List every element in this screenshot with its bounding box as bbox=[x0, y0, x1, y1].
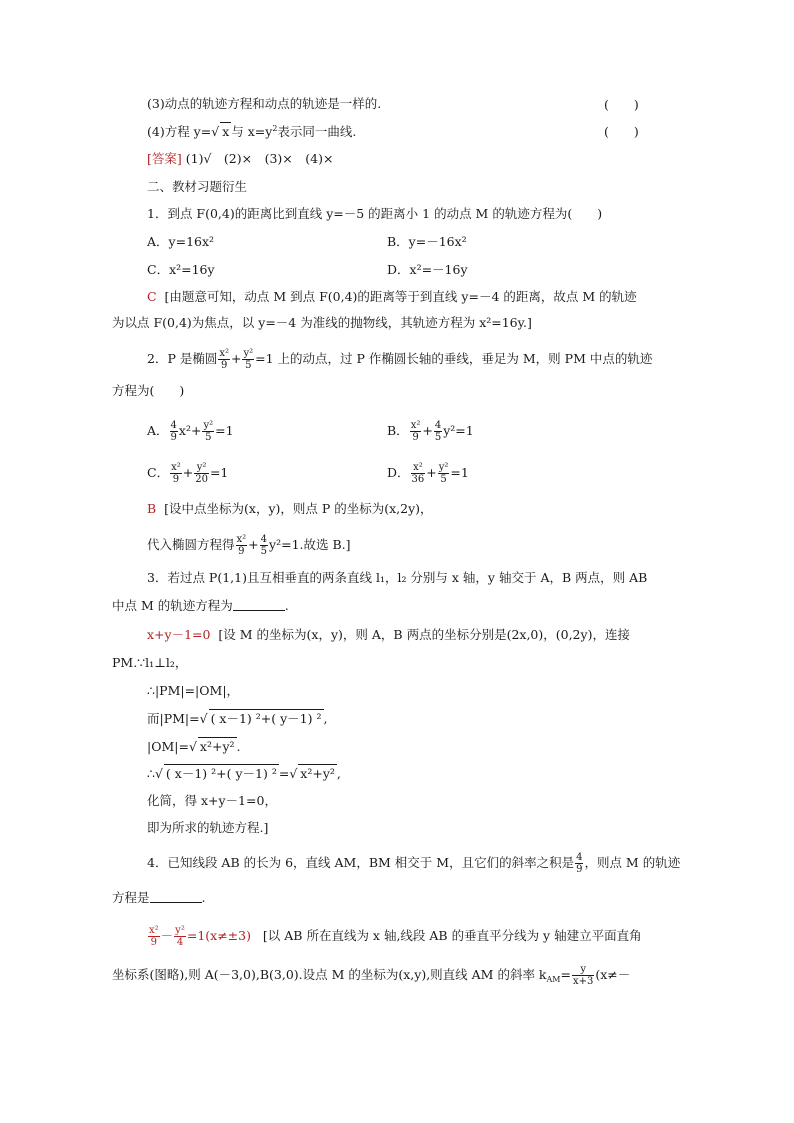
q1-option-c: C．x²=16y bbox=[147, 262, 215, 277]
q3-explanation-2: PM.∵l₁⊥l₂， bbox=[112, 655, 188, 670]
statement-3-text: (3)动点的轨迹方程和动点的轨迹是一样的. bbox=[147, 96, 382, 111]
answer-text: (1)√ (2)× (3)× (4)× bbox=[185, 151, 334, 166]
q2-option-c: C． $\frac{\text{x²}}{9}$ + $\frac{\text{y²}}{20}$ =1 bbox=[147, 462, 229, 485]
q2-answer: B bbox=[147, 501, 157, 516]
q2-a-label: A． bbox=[147, 423, 169, 438]
q3-explanation-3: ∴|PM|=|OM|， bbox=[147, 683, 240, 698]
q2-stem: 2．P 是椭圆 $\frac{\text{x²}}{9}$ + $\frac{\text{y²}}{5}$ =1 上的动点，过 P 作椭圆长轴的垂线，垂足为 M，则 PM 中点的轨迹 bbox=[147, 348, 653, 371]
q4-explanation-2: 坐标系(图略),则 A(－3,0),B(3,0).设点 M 的坐标为(x,y),则直线 AM 的斜率 $k_{AM}=$ $\frac{y}{x+3}$ (x≠－ bbox=[112, 964, 631, 987]
q3-explanation-4: 而|PM|=√ ( x－1) ²+( y－1) ² , bbox=[147, 711, 328, 726]
section-2-title: 二、教材习题衍生 bbox=[147, 179, 248, 194]
q3-exp4-pre: 而|PM|= bbox=[147, 711, 200, 726]
q1-explanation-1 bbox=[147, 288, 637, 306]
q2-option-d: D． $\frac{\text{x²}}{36}$ + $\frac{\text{y²}}{5}$ =1 bbox=[387, 462, 469, 485]
q2-explanation-1 bbox=[147, 500, 433, 518]
q1-option-a: A．y=16x² bbox=[147, 234, 215, 249]
q1-stem: 1．到点 F(0,4)的距离比到直线 y=－5 的距离小 1 的动点 M 的轨迹方程为( ) bbox=[147, 206, 603, 221]
frac-4-9: $\frac{4}{9}$ bbox=[576, 852, 583, 875]
q2-option-a: A． $\frac{4}{9}$ x²+ $\frac{\text{y²}}{5}$ =1 bbox=[147, 420, 234, 443]
q4-blank bbox=[150, 890, 202, 903]
q3-stem-2: 中点 M 的轨迹方程为 . bbox=[112, 598, 289, 613]
q2-stem-pre: 2．P 是椭圆 bbox=[147, 351, 218, 366]
q4-stem-2: 方程是 . bbox=[112, 890, 206, 905]
q2-stem-post: =1 上的动点，过 P 作椭圆长轴的垂线，垂足为 M，则 PM 中点的轨迹 bbox=[255, 351, 653, 366]
q2-exp1: [设中点坐标为(x，y)，则点 P 的坐标为(x,2y)， bbox=[164, 501, 433, 516]
q4-stem-pre: 4．已知线段 AB 的长为 6，直线 AM，BM 相交于 M，且它们的斜率之积是 bbox=[147, 855, 575, 870]
answer-block bbox=[147, 150, 333, 168]
q2-exp2-pre: 代入椭圆方程得 bbox=[147, 537, 235, 552]
statement-3 bbox=[147, 95, 381, 113]
q3-explanation-6: ∴√ ( x－1) ²+( y－1) ² =√ x²+y² , bbox=[147, 766, 341, 781]
q3-stem2-text: 中点 M 的轨迹方程为 bbox=[112, 598, 233, 613]
q3-exp6-pre: ∴ bbox=[147, 766, 155, 781]
q4-stem2-text: 方程是 bbox=[112, 890, 150, 905]
statement-4-paren: ( ) bbox=[604, 124, 639, 139]
q3-explanation-1 bbox=[147, 626, 630, 644]
statement-3-paren: ( ) bbox=[604, 97, 639, 112]
q2-option-b: B． $\frac{\text{x²}}{9}$ + $\frac{4}{5}$ y²=1 bbox=[387, 420, 474, 443]
q2-d-label: D． bbox=[387, 465, 410, 480]
answer-label: [答案] bbox=[147, 151, 182, 166]
q3-answer: x+y－1=0 bbox=[147, 627, 211, 642]
q4-exp2-sub: AM bbox=[546, 975, 561, 984]
q2-exp2-post: y²=1.故选 B.] bbox=[269, 537, 351, 552]
q4-stem-post: ，则点 M 的轨迹 bbox=[584, 855, 681, 870]
statement-4-exp: 2 bbox=[272, 124, 278, 133]
q2-c-label: C． bbox=[147, 465, 170, 480]
q4-explanation-1 bbox=[147, 925, 642, 948]
q3-explanation-8: 即为所求的轨迹方程.] bbox=[147, 820, 269, 835]
frac-x2-9: $\frac{\text{x²}}{9}$ bbox=[219, 348, 229, 371]
q3-explanation-5: |OM|=√ x²+y² . bbox=[147, 739, 241, 754]
sqrt-x-radicand: x bbox=[222, 124, 230, 139]
sqrt-pm-radicand: ( x－1) ²+( y－1) ² bbox=[210, 711, 322, 726]
statement-4-part-e: 表示同一曲线. bbox=[277, 124, 357, 139]
q1-answer: C bbox=[147, 289, 157, 304]
q4-answer: $\frac{\text{x²}}{9}$ － $\frac{\text{y²}}{4}$ =1(x≠±3) bbox=[149, 925, 251, 948]
q4-exp2-post: (x≠－ bbox=[595, 967, 631, 982]
q1-option-d: D．x²=－16y bbox=[387, 262, 468, 277]
q1-option-b: B．y=－16x² bbox=[387, 234, 467, 249]
q4-stem-1 bbox=[147, 852, 680, 875]
sqrt-rhs-radicand: x²+y² bbox=[300, 766, 335, 781]
statement-4 bbox=[147, 122, 356, 141]
q4-answer-post: =1(x≠±3) bbox=[186, 928, 251, 943]
q1-exp1: [由题意可知，动点 M 到点 F(0,4)的距离等于到直线 y=－4 的距离，故点 M 的轨迹 bbox=[164, 289, 637, 304]
sqrt-rhs: √ x²+y² bbox=[289, 766, 335, 781]
statement-4-part-c: 与 x=y bbox=[231, 124, 273, 139]
sqrt-x: √ x bbox=[211, 124, 230, 139]
q2-stem-2: 方程为( ) bbox=[112, 383, 185, 398]
sqrt-lhs-radicand: ( x－1) ²+( y－1) ² bbox=[165, 766, 277, 781]
q3-explanation-7: 化简，得 x+y－1=0， bbox=[147, 793, 277, 808]
q1-explanation-2: 为以点 F(0,4)为焦点，以 y=－4 为准线的抛物线，其轨迹方程为 x²=16y.] bbox=[112, 315, 532, 330]
sqrt-om: √ x²+y² bbox=[188, 739, 235, 754]
q3-blank bbox=[233, 598, 285, 611]
sqrt-lhs: √ ( x－1) ²+( y－1) ² bbox=[154, 766, 277, 781]
q2-explanation-2: 代入椭圆方程得 $\frac{\text{x²}}{9}$ + $\frac{4}{5}$ y²=1.故选 B.] bbox=[147, 534, 351, 557]
q3-exp5-pre: |OM|= bbox=[147, 739, 189, 754]
q2-b-label: B． bbox=[387, 423, 409, 438]
sqrt-om-radicand: x²+y² bbox=[199, 739, 235, 754]
frac-y2-5: $\frac{\text{y²}}{5}$ bbox=[243, 348, 254, 371]
q3-exp6-eq: = bbox=[278, 766, 290, 781]
q4-exp2-pre: 坐标系(图略),则 A(－3,0),B(3,0).设点 M 的坐标为(x,y),则直线 AM 的斜率 k bbox=[112, 967, 547, 982]
q4-exp1: [以 AB 所在直线为 x 轴,线段 AB 的垂直平分线为 y 轴建立平面直角 bbox=[262, 928, 642, 943]
sqrt-pm: √ ( x－1) ²+( y－1) ² bbox=[199, 711, 322, 726]
q3-stem-1: 3．若过点 P(1,1)且互相垂直的两条直线 l₁，l₂ 分别与 x 轴，y 轴交于 A，B 两点，则 AB bbox=[147, 570, 648, 585]
q3-exp1: [设 M 的坐标为(x，y)，则 A，B 两点的坐标分别是(2x,0)，(0,2y)，连接 bbox=[218, 627, 630, 642]
statement-4-part-a: (4)方程 y= bbox=[147, 124, 212, 139]
